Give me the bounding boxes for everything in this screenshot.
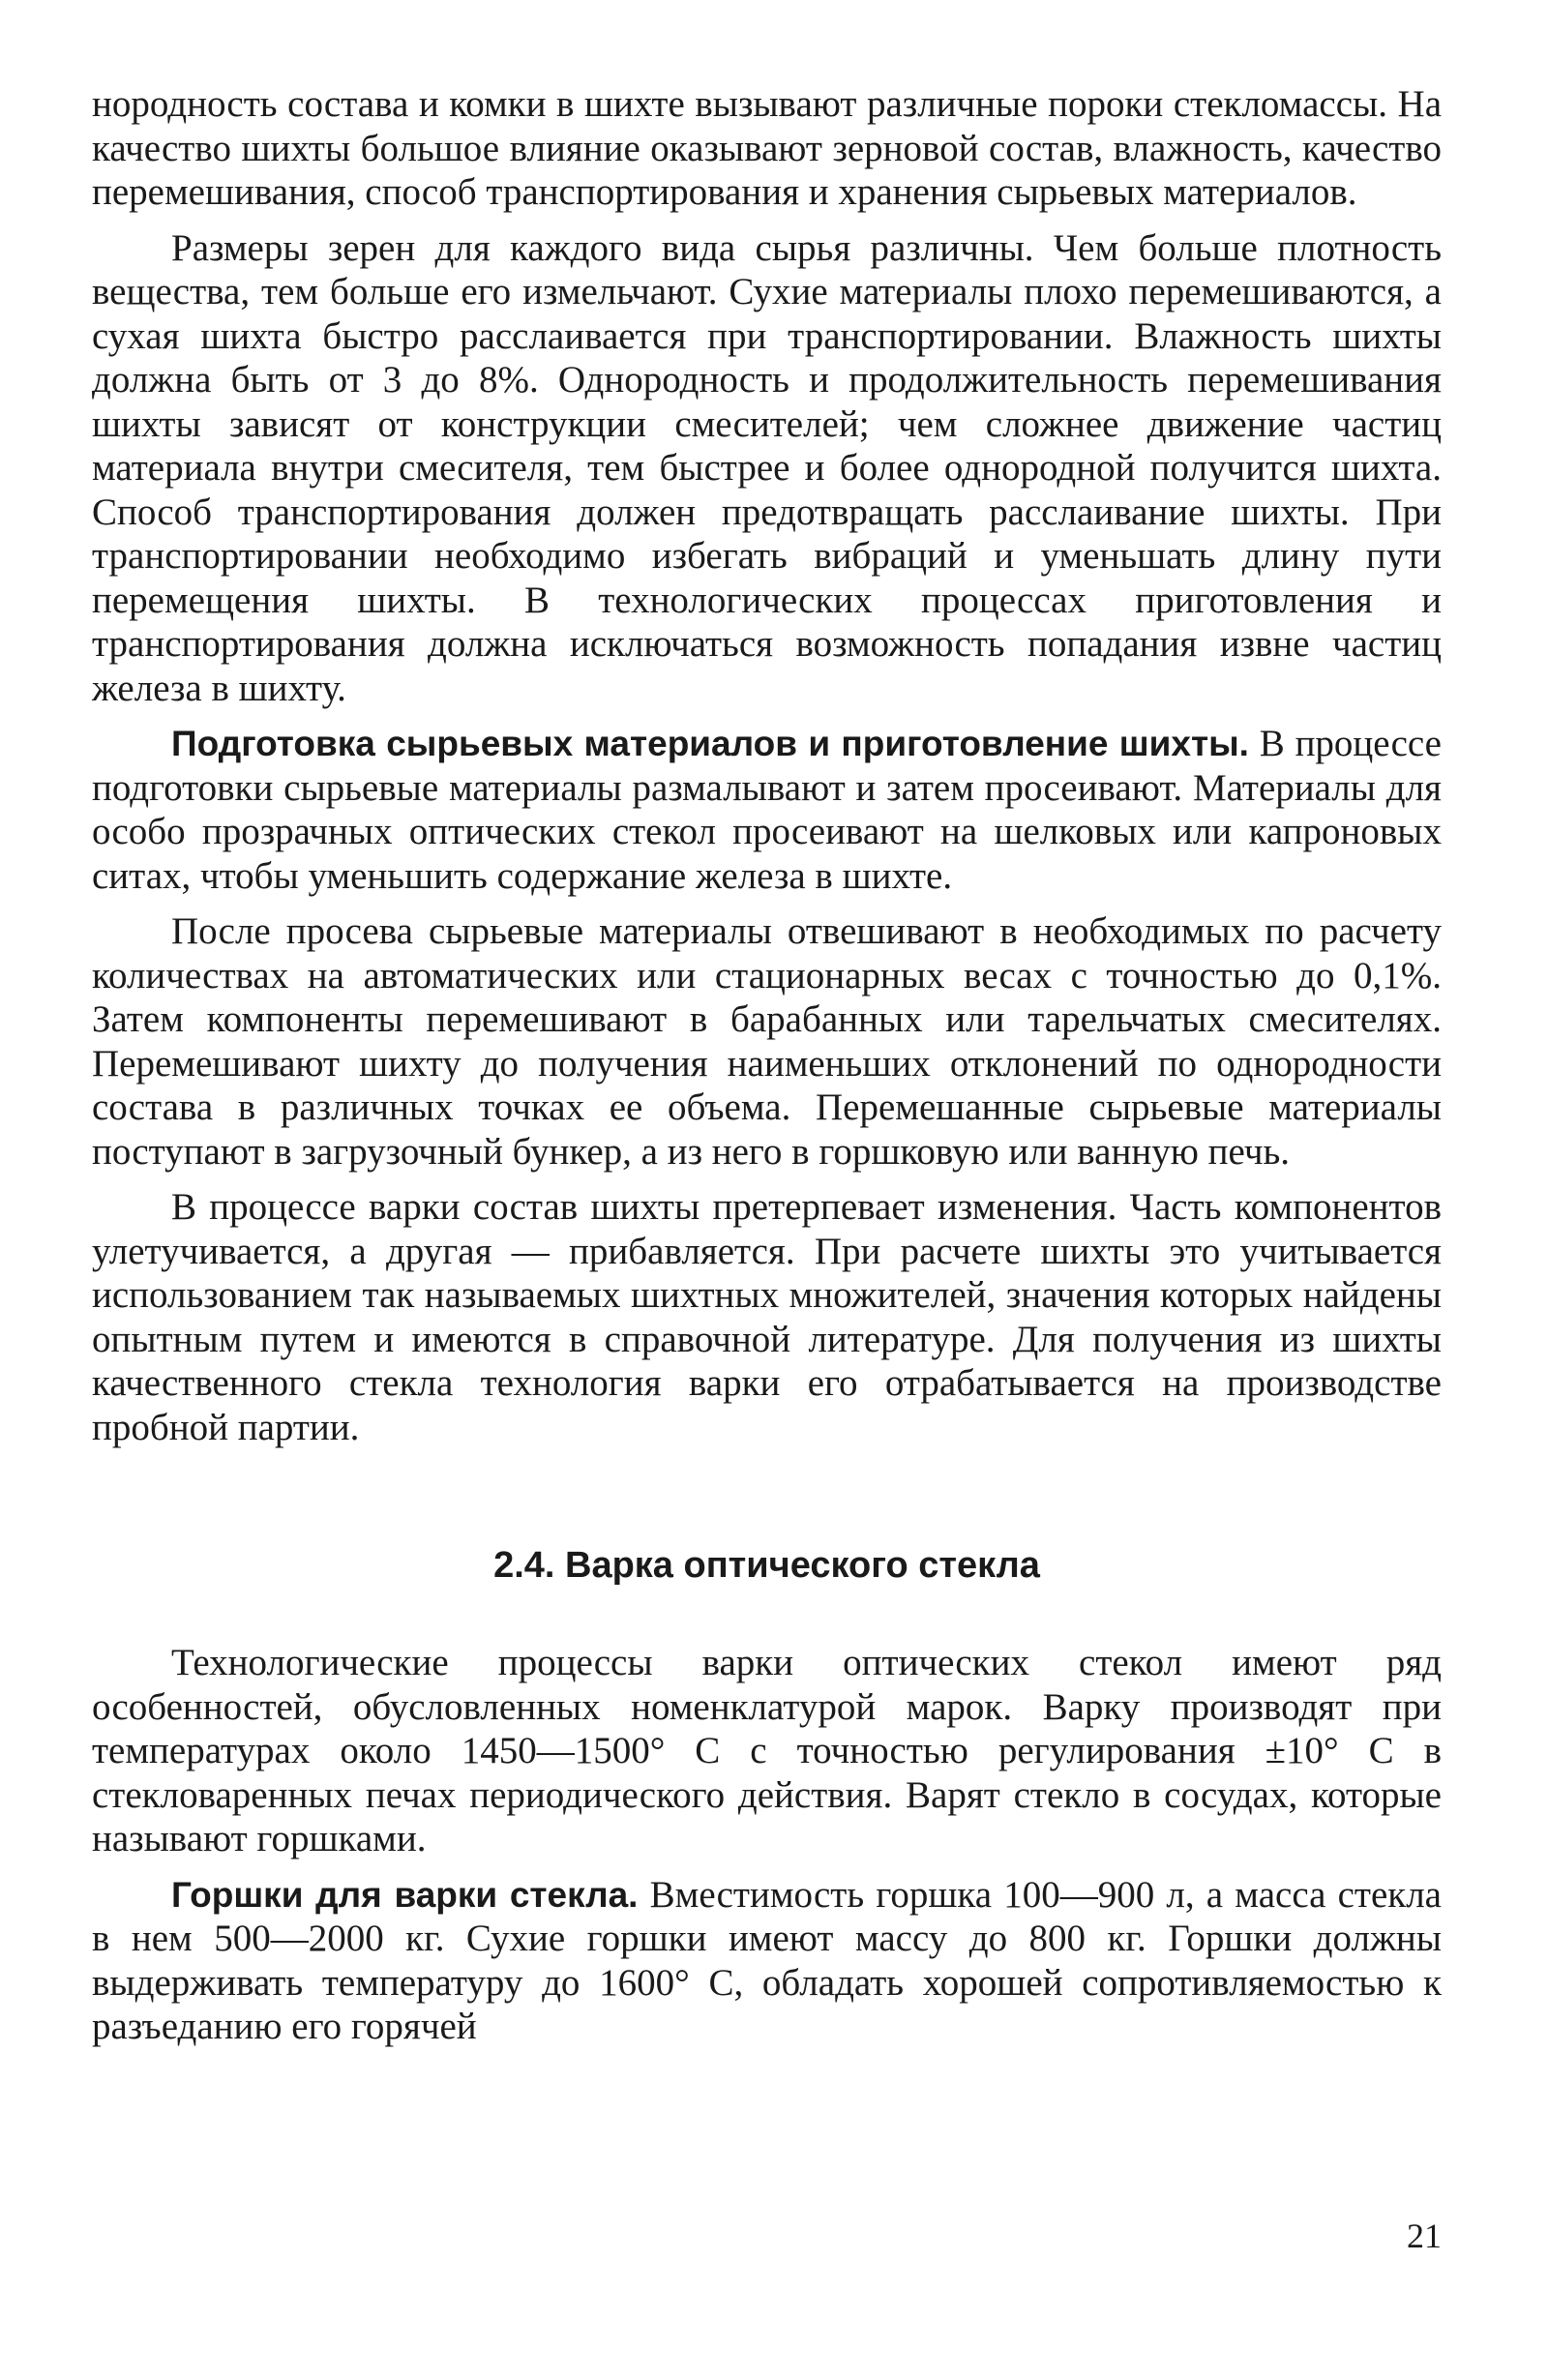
page-number: 21 [1407,2216,1442,2255]
paragraph-3-lead: Подготовка сырьевых материалов и приготовление шихты. [171,724,1249,763]
paragraph-1: нородность состава и комки в шихте вызывают различные пороки стекломассы. На качество шихты большое влияние оказывают зерновой состав, влажность, качество перемешивания, способ транспортирования и хранения сырьевых материалов. [92,83,1442,213]
section-paragraph-2-lead: Горшки для варки стекла. [171,1874,639,1915]
paragraph-3 [92,722,1442,898]
paragraph-2: Размеры зерен для каждого вида сырья различны. Чем больше плотность вещества, тем больше его измельчают. Сухие материалы плохо перемешиваются, а сухая шихта быстро расслаивается при транспортировании. Влажность шихты должна быть от 3 до 8%. Однородность и продолжительность перемешивания шихты зависят от конструкции смесителей; чем сложнее движение частиц материала внутри смесителя, тем быстрее и более однородной получится шихта. Способ транспортирования должен предотвращать расслаивание шихты. При транспортировании необходимо избегать вибраций и уменьшать длину пути перемещения шихты. В технологических процессах приготовления и транспортирования должна исключаться возможность попадания извне частиц железа в шихту. [92,226,1442,709]
section-heading: 2.4. Варка оптического стекла [493,1545,1040,1586]
paragraph-4: После просева сырьевые материалы отвешивают в необходимых по расчету количествах на автоматических или стационарных весах с точностью до 0,1%. Затем компоненты перемешивают в барабанных или тарельчатых смесителях. Перемешивают шихту до получения наименьших отклонений по однородности состава в различных точках ее объема. Перемешанные сырьевые материалы поступают в загрузочный бункер, а из него в горшковую или ванную печь. [92,910,1442,1173]
page-body [92,82,1442,2061]
section-paragraph-2 [92,1873,1442,2049]
paragraph-5: В процессе варки состав шихты претерпевает изменения. Часть компонентов улетучивается, а другая — прибавляется. При расчете шихты это учитывается использованием так называемых шихтных множителей, значения которых найдены опытным путем и имеются в справочной литературе. Для получения из шихты качественного стекла технология варки его отрабатывается на производстве пробной партии. [92,1186,1442,1448]
section-paragraph-2-text: Вместимость горшка 100—900 л, а масса стекла в нем 500—2000 кг. Сухие горшки имеют массу до 800 кг. Горшки должны выдерживать температуру до 1600° С, обладать хорошей сопротивляемостью к разъеданию его горячей [92,1873,1442,2047]
paragraph-3-text: В процессе подготовки сырьевые материалы размалывают и затем просеивают. Материалы для особо прозрачных оптических стекол просеивают на шелковых или капроновых ситах, чтобы уменьшить содержание железа в шихте. [92,723,1442,897]
section-paragraph-1: Технологические процессы варки оптических стекол имеют ряд особенностей, обусловленных номенклатурой марок. Варку производят при температурах около 1450—1500° С с точностью регулирования ±10° С в стекловаренных печах периодического действия. Варят стекло в сосудах, которые называют горшками. [92,1642,1442,1859]
